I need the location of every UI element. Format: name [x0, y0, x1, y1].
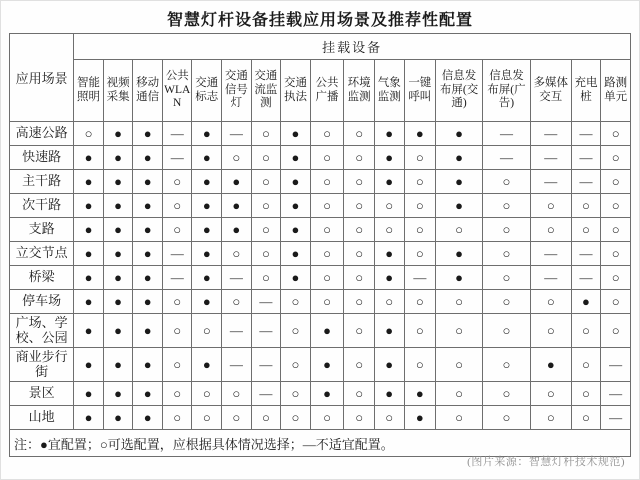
config-cell: ●	[192, 348, 222, 382]
table-header	[10, 34, 631, 122]
config-cell: ○	[310, 170, 344, 194]
config-cell: ○	[601, 146, 631, 170]
scenario-label: 主干路	[10, 170, 74, 194]
config-cell: ●	[404, 406, 436, 430]
device-header-row	[10, 60, 631, 122]
config-cell: ○	[281, 290, 311, 314]
config-cell: —	[571, 170, 601, 194]
config-cell: ●	[436, 242, 483, 266]
config-cell: —	[162, 122, 192, 146]
config-cell: —	[530, 266, 571, 290]
table-row	[10, 266, 631, 290]
config-cell: ○	[192, 406, 222, 430]
config-cell: ○	[251, 194, 281, 218]
config-cell: ●	[103, 314, 133, 348]
config-cell: ○	[162, 194, 192, 218]
config-cell: ○	[251, 242, 281, 266]
config-cell: ●	[374, 266, 404, 290]
config-cell: ○	[162, 314, 192, 348]
config-cell: ○	[344, 406, 375, 430]
config-cell: ○	[281, 314, 311, 348]
device-column-header: 多媒体交互	[530, 60, 571, 122]
config-cell: ○	[436, 290, 483, 314]
config-cell: ○	[192, 314, 222, 348]
config-cell: ●	[192, 218, 222, 242]
device-column-header: 信息发布屏(广告)	[483, 60, 531, 122]
config-cell: ○	[483, 382, 531, 406]
config-cell: ●	[436, 122, 483, 146]
config-cell: —	[530, 170, 571, 194]
config-cell: —	[483, 146, 531, 170]
config-cell: ●	[374, 314, 404, 348]
config-cell: ●	[133, 218, 163, 242]
config-cell: ○	[281, 406, 311, 430]
config-cell: ○	[436, 314, 483, 348]
config-cell: ○	[281, 348, 311, 382]
config-cell: —	[483, 122, 531, 146]
config-cell: ○	[571, 314, 601, 348]
config-cell: ○	[251, 146, 281, 170]
legend-note: 注：●宜配置；○可选配置，应根据具体情况选择；—不适宜配置。	[10, 430, 631, 457]
config-cell: ○	[530, 194, 571, 218]
config-cell: ●	[436, 194, 483, 218]
config-cell: ○	[483, 348, 531, 382]
table-row	[10, 382, 631, 406]
config-cell: ●	[404, 382, 436, 406]
config-cell: ○	[281, 382, 311, 406]
config-table	[9, 33, 631, 457]
config-cell: —	[251, 314, 281, 348]
config-cell: ●	[103, 266, 133, 290]
config-cell: ○	[483, 242, 531, 266]
config-cell: ○	[162, 406, 192, 430]
config-cell: ●	[133, 170, 163, 194]
config-cell: —	[530, 242, 571, 266]
device-column-header: 公共WLAN	[162, 60, 192, 122]
config-cell: ○	[601, 290, 631, 314]
config-cell: ●	[133, 242, 163, 266]
table-row	[10, 146, 631, 170]
table-body	[10, 122, 631, 457]
config-cell: ●	[74, 170, 104, 194]
config-cell: ●	[133, 406, 163, 430]
config-cell: ●	[103, 122, 133, 146]
group-header-cell: 挂载设备	[74, 34, 631, 60]
device-column-header: 交通流监测	[251, 60, 281, 122]
scenario-label: 广场、学校、公园	[10, 314, 74, 348]
config-cell: ○	[344, 382, 375, 406]
config-cell: ○	[483, 170, 531, 194]
config-cell: ○	[310, 406, 344, 430]
config-cell: —	[571, 266, 601, 290]
scenario-label: 次干路	[10, 194, 74, 218]
device-column-header: 充电桩	[571, 60, 601, 122]
config-cell: ●	[192, 122, 222, 146]
image-source: (图片来源：智慧灯杆技术规范)	[467, 456, 625, 468]
config-cell: ○	[222, 406, 252, 430]
config-cell: ○	[374, 194, 404, 218]
config-cell: ○	[344, 146, 375, 170]
config-cell: ●	[133, 146, 163, 170]
config-cell: ●	[133, 290, 163, 314]
config-cell: ○	[571, 218, 601, 242]
config-cell: ●	[103, 242, 133, 266]
config-cell: ●	[133, 314, 163, 348]
config-cell: ○	[404, 348, 436, 382]
config-cell: ●	[374, 146, 404, 170]
config-cell: ●	[74, 314, 104, 348]
config-cell: ●	[404, 122, 436, 146]
table-row	[10, 170, 631, 194]
config-cell: ●	[571, 290, 601, 314]
config-cell: ●	[436, 266, 483, 290]
config-cell: ○	[404, 314, 436, 348]
scenario-label: 桥梁	[10, 266, 74, 290]
config-cell: —	[251, 382, 281, 406]
table-row	[10, 406, 631, 430]
config-cell: ●	[374, 122, 404, 146]
config-cell: ●	[74, 348, 104, 382]
config-cell: ●	[374, 170, 404, 194]
config-cell: ●	[281, 218, 311, 242]
config-cell: ●	[436, 146, 483, 170]
config-cell: —	[222, 348, 252, 382]
config-cell: —	[601, 348, 631, 382]
table-row	[10, 122, 631, 146]
config-cell: ○	[601, 170, 631, 194]
config-cell: ○	[374, 290, 404, 314]
config-cell: ○	[404, 146, 436, 170]
device-column-header: 视频采集	[103, 60, 133, 122]
config-cell: ●	[133, 122, 163, 146]
device-column-header: 气象监测	[374, 60, 404, 122]
config-cell: ○	[601, 242, 631, 266]
config-cell: ●	[133, 266, 163, 290]
config-cell: ○	[74, 122, 104, 146]
config-cell: ○	[251, 218, 281, 242]
config-cell: ●	[281, 170, 311, 194]
config-cell: ○	[310, 266, 344, 290]
config-cell: ●	[103, 382, 133, 406]
config-cell: —	[222, 122, 252, 146]
config-cell: ○	[222, 146, 252, 170]
config-cell: ○	[601, 218, 631, 242]
scenario-label: 支路	[10, 218, 74, 242]
config-cell: ○	[404, 290, 436, 314]
config-cell: ●	[192, 290, 222, 314]
scenario-label: 高速公路	[10, 122, 74, 146]
config-cell: ○	[310, 122, 344, 146]
device-column-header: 公共广播	[310, 60, 344, 122]
config-cell: ○	[344, 218, 375, 242]
table-row	[10, 218, 631, 242]
scenario-label: 停车场	[10, 290, 74, 314]
config-cell: ○	[436, 382, 483, 406]
config-cell: ●	[74, 146, 104, 170]
group-header-row	[10, 34, 631, 60]
config-cell: ○	[483, 314, 531, 348]
config-cell: —	[251, 348, 281, 382]
table-row	[10, 314, 631, 348]
config-cell: ○	[483, 290, 531, 314]
config-cell: ○	[404, 242, 436, 266]
config-cell: ○	[483, 194, 531, 218]
config-cell: ○	[251, 406, 281, 430]
config-cell: ○	[571, 382, 601, 406]
config-cell: ●	[374, 242, 404, 266]
scenario-label: 立交节点	[10, 242, 74, 266]
config-cell: —	[222, 314, 252, 348]
config-cell: ○	[222, 290, 252, 314]
config-cell: ○	[436, 218, 483, 242]
config-cell: ○	[222, 242, 252, 266]
config-cell: ●	[530, 348, 571, 382]
config-cell: ○	[530, 290, 571, 314]
config-cell: —	[530, 122, 571, 146]
config-cell: ○	[404, 194, 436, 218]
config-cell: ○	[571, 406, 601, 430]
config-cell: ○	[344, 314, 375, 348]
table-row	[10, 194, 631, 218]
config-cell: ●	[436, 170, 483, 194]
config-cell: ●	[103, 218, 133, 242]
config-cell: ●	[281, 122, 311, 146]
config-cell: ○	[601, 266, 631, 290]
device-column-header: 一键呼叫	[404, 60, 436, 122]
device-column-header: 交通信号灯	[222, 60, 252, 122]
config-cell: ●	[133, 348, 163, 382]
config-cell: ●	[374, 348, 404, 382]
config-cell: ○	[344, 266, 375, 290]
config-cell: ●	[192, 242, 222, 266]
config-cell: ●	[103, 406, 133, 430]
config-cell: ●	[310, 382, 344, 406]
config-cell: ●	[222, 170, 252, 194]
scenario-label: 快速路	[10, 146, 74, 170]
config-cell: —	[162, 266, 192, 290]
device-column-header: 智能照明	[74, 60, 104, 122]
config-cell: ●	[281, 266, 311, 290]
config-cell: ○	[251, 122, 281, 146]
config-cell: ○	[251, 266, 281, 290]
scenario-label: 山地	[10, 406, 74, 430]
config-cell: —	[571, 122, 601, 146]
config-cell: ○	[162, 348, 192, 382]
config-cell: ○	[344, 348, 375, 382]
config-cell: ○	[404, 170, 436, 194]
device-column-header: 移动通信	[133, 60, 163, 122]
config-cell: ○	[530, 382, 571, 406]
scenario-label: 景区	[10, 382, 74, 406]
config-cell: ○	[601, 194, 631, 218]
config-cell: ●	[281, 242, 311, 266]
config-cell: ○	[310, 146, 344, 170]
config-cell: ○	[601, 314, 631, 348]
config-cell: ●	[103, 194, 133, 218]
config-cell: ○	[483, 218, 531, 242]
config-cell: —	[571, 242, 601, 266]
config-cell: ○	[404, 218, 436, 242]
device-column-header: 路测单元	[601, 60, 631, 122]
config-cell: ●	[74, 382, 104, 406]
config-cell: ○	[344, 242, 375, 266]
page-title: 智慧灯杆设备挂载应用场景及推荐性配置	[166, 12, 473, 29]
config-cell: ○	[162, 382, 192, 406]
config-cell: ●	[281, 194, 311, 218]
config-cell: ○	[162, 170, 192, 194]
config-cell: ○	[483, 266, 531, 290]
config-cell: —	[571, 146, 601, 170]
config-cell: ●	[74, 194, 104, 218]
config-cell: ●	[281, 146, 311, 170]
device-column-header: 交通标志	[192, 60, 222, 122]
config-cell: ●	[192, 266, 222, 290]
config-cell: ●	[103, 348, 133, 382]
table-row	[10, 348, 631, 382]
config-cell: ●	[192, 146, 222, 170]
config-cell: ○	[571, 348, 601, 382]
config-cell: ●	[133, 194, 163, 218]
config-cell: —	[222, 266, 252, 290]
config-cell: ○	[530, 218, 571, 242]
config-cell: ●	[74, 242, 104, 266]
config-cell: ●	[222, 194, 252, 218]
config-cell: —	[162, 146, 192, 170]
config-cell: ○	[571, 194, 601, 218]
config-cell: ○	[344, 290, 375, 314]
config-cell: ○	[530, 406, 571, 430]
config-cell: —	[601, 406, 631, 430]
device-column-header: 环境监测	[344, 60, 375, 122]
config-cell: ●	[103, 290, 133, 314]
config-cell: ○	[162, 290, 192, 314]
config-cell: ○	[310, 242, 344, 266]
config-cell: ○	[374, 406, 404, 430]
table-row	[10, 242, 631, 266]
config-cell: ●	[103, 146, 133, 170]
table-row	[10, 290, 631, 314]
config-cell: ○	[192, 382, 222, 406]
config-cell: ●	[192, 170, 222, 194]
config-cell: ○	[310, 194, 344, 218]
config-cell: —	[251, 290, 281, 314]
config-cell: ○	[483, 406, 531, 430]
config-cell: ○	[601, 122, 631, 146]
config-cell: ○	[251, 170, 281, 194]
config-cell: —	[601, 382, 631, 406]
config-cell: ○	[374, 218, 404, 242]
config-cell: ○	[344, 122, 375, 146]
corner-header-cell: 应用场景	[10, 34, 74, 122]
config-cell: ○	[436, 406, 483, 430]
config-cell: —	[162, 242, 192, 266]
config-cell: ●	[310, 348, 344, 382]
config-cell: ●	[74, 218, 104, 242]
scenario-label: 商业步行街	[10, 348, 74, 382]
config-cell: ●	[74, 290, 104, 314]
config-cell: ●	[222, 218, 252, 242]
device-column-header: 交通执法	[281, 60, 311, 122]
config-cell: ○	[310, 290, 344, 314]
config-cell: ○	[162, 218, 192, 242]
config-cell: ●	[74, 406, 104, 430]
config-cell: ○	[222, 382, 252, 406]
config-cell: ●	[192, 194, 222, 218]
config-cell: ○	[344, 170, 375, 194]
config-cell: ●	[374, 382, 404, 406]
config-cell: ○	[344, 194, 375, 218]
config-cell: —	[530, 146, 571, 170]
config-cell: —	[404, 266, 436, 290]
config-cell: ●	[310, 314, 344, 348]
device-column-header: 信息发布屏(交通)	[436, 60, 483, 122]
config-cell: ○	[310, 218, 344, 242]
config-cell: ○	[530, 314, 571, 348]
config-cell: ●	[74, 266, 104, 290]
config-cell: ●	[103, 170, 133, 194]
config-cell: ●	[133, 382, 163, 406]
config-cell: ○	[436, 348, 483, 382]
